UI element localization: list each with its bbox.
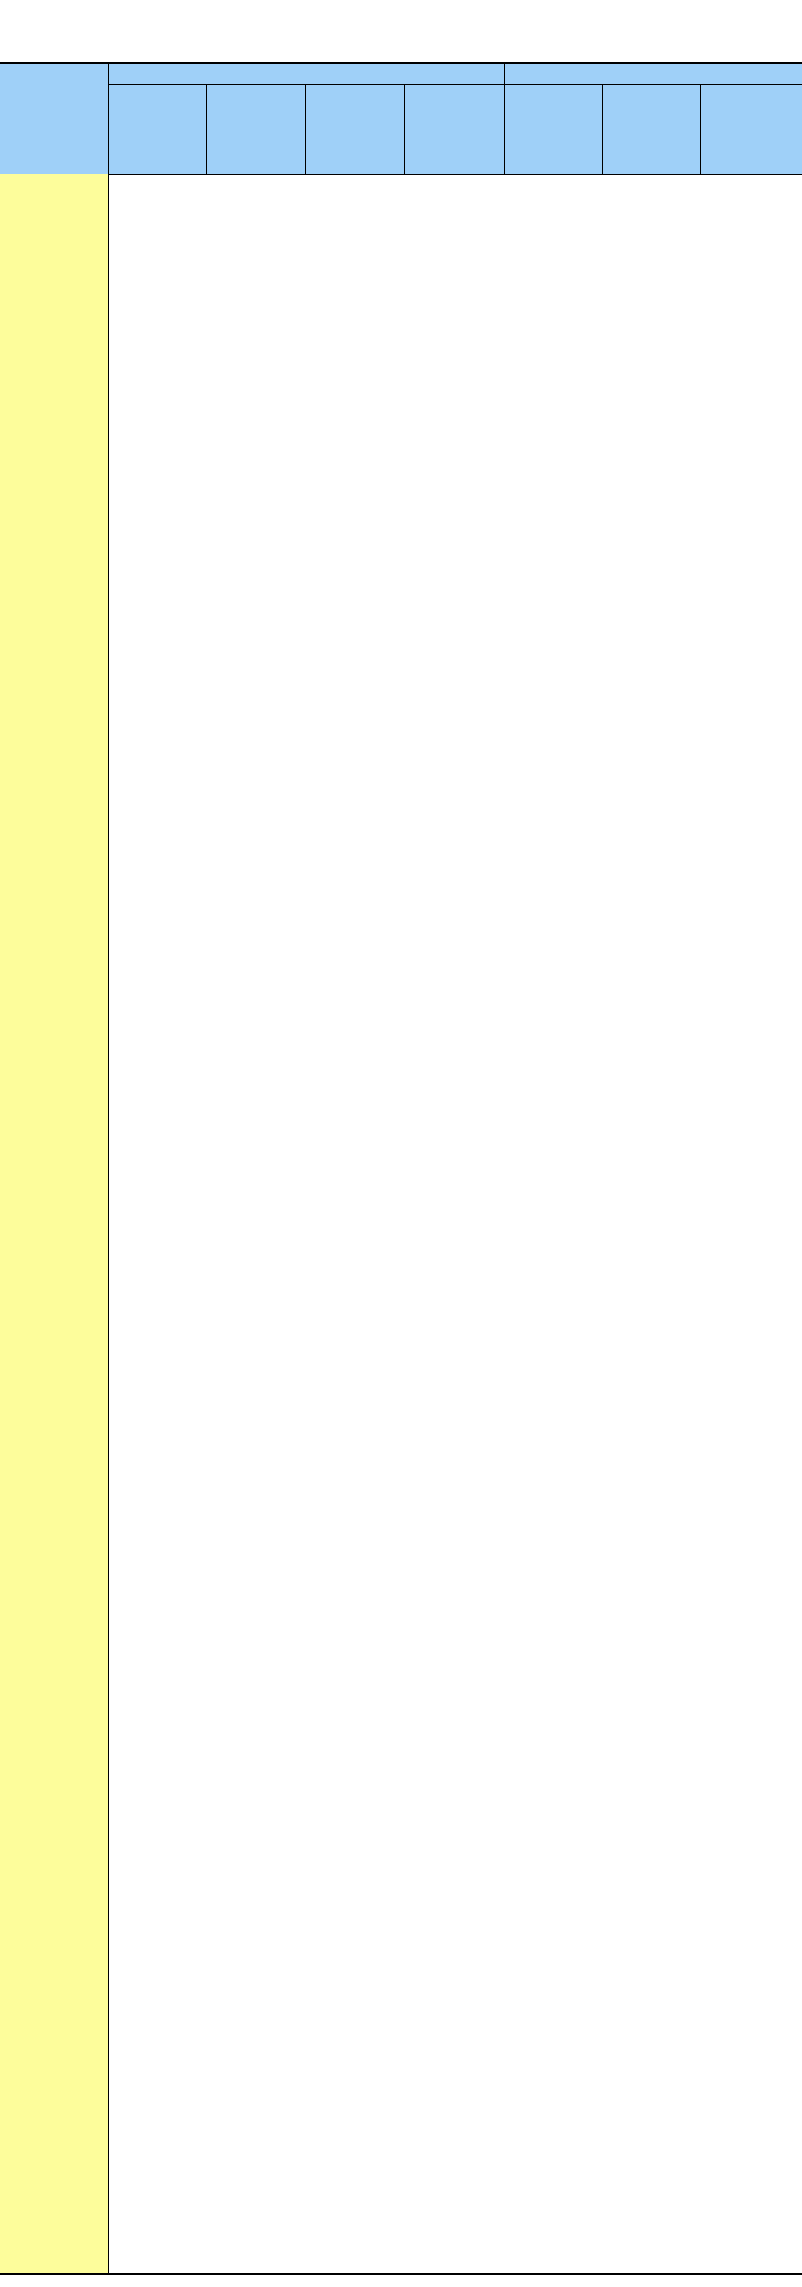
header-divider	[602, 85, 603, 174]
header-divider	[404, 85, 405, 174]
stub-border	[108, 174, 109, 2273]
header-divider	[305, 85, 306, 174]
table-bottom-rule	[0, 2273, 802, 2275]
header-divider	[108, 64, 109, 174]
header-divider	[206, 85, 207, 174]
stub-column	[0, 174, 108, 2273]
table-header	[0, 64, 802, 174]
header-group-rule	[108, 84, 802, 85]
header-divider	[700, 85, 701, 174]
header-divider	[504, 64, 505, 174]
header-bottom-rule	[0, 174, 802, 175]
